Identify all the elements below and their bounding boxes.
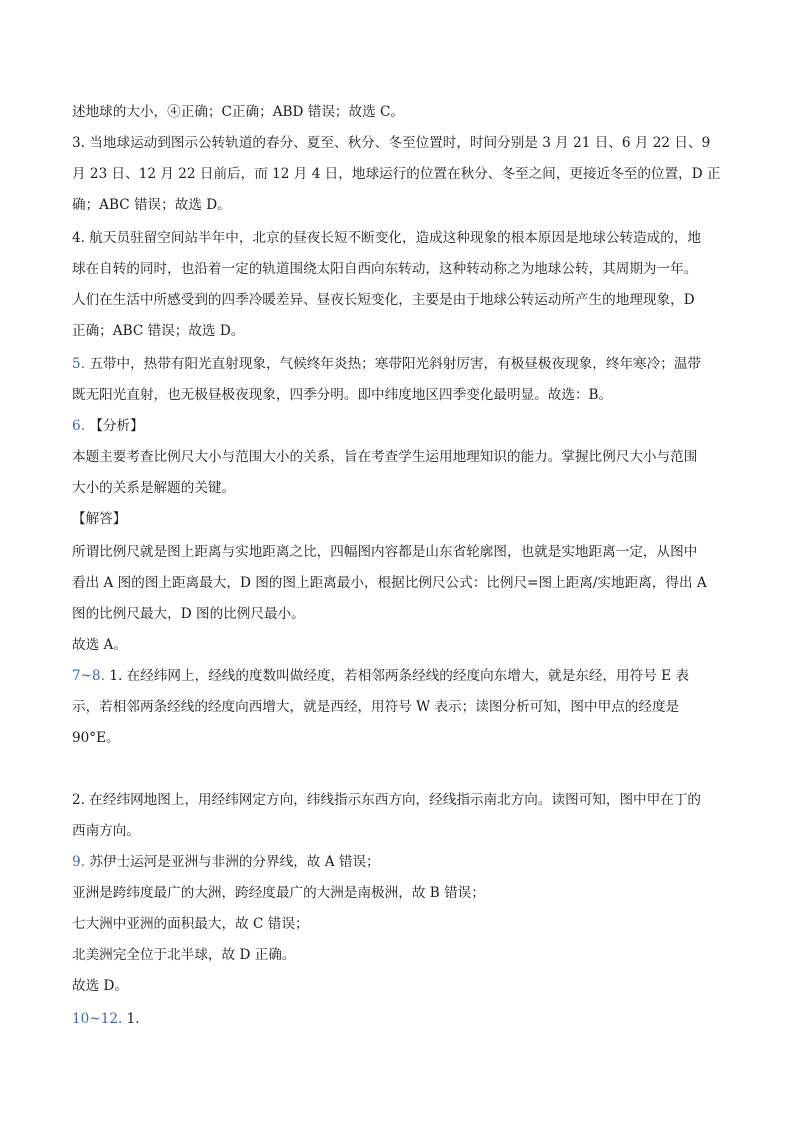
text-line: 9. 苏伊士运河是亚洲与非洲的分界线，故 A 错误； — [72, 854, 380, 870]
question-number: 7~8. — [72, 668, 106, 684]
text-line: 人们在生活中所感受到的四季冷暖差异、昼夜长短变化，主要是由于地球公转运动所产生的地理现象，D — [72, 292, 695, 308]
text-line: 10~12. 1. — [72, 1011, 140, 1027]
text-line: 月 23 日、12 月 22 日前后，而 12 月 4 日，地球运行的位置在秋分、冬至之间，更接近冬至的位置，D 正 — [72, 166, 721, 182]
text-line: 确；ABC 错误；故选 D。 — [72, 197, 231, 213]
text-line: 5. 五带中，热带有阳光直射现象，气候终年炎热；寒带阳光斜射厉害，有极昼极夜现象，终年寒冷；温带 — [72, 356, 702, 372]
text-line: 亚洲是跨纬度最广的大洲，跨经度最广的大洲是南极洲，故 B 错误； — [72, 885, 485, 901]
text-line: 西南方向。 — [72, 823, 140, 839]
text-line: 北美洲完全位于北半球，故 D 正确。 — [72, 947, 296, 963]
text-line: 球在自转的同时，也沿着一定的轨道围绕太阳自西向东转动，这种转动称之为地球公转，其周期为一年。 — [72, 261, 698, 277]
question-number: 6. — [72, 418, 85, 434]
text-line: 故选 D。 — [72, 978, 129, 994]
text-line: 4. 航天员驻留空间站半年中，北京的昼夜长短不断变化，造成这种现象的根本原因是地球公转造成的，地 — [72, 230, 702, 246]
text-line: 所谓比例尺就是图上距离与实地距离之比，四幅图内容都是山东省轮廓图，也就是实地距离一定，从图中 — [72, 544, 698, 560]
text-line: 示，若相邻两条经线的经度向西增大，就是西经，用符号 W 表示；读图分析可知，图中甲点的经度是 — [72, 699, 680, 715]
text-line: 大小的关系是解题的关键。 — [72, 480, 236, 496]
question-number: 5. — [72, 356, 85, 372]
text-line: 7~8. 1. 在经纬网上，经线的度数叫做经度，若相邻两条经线的经度向东增大，就是东经，用符号 E 表 — [72, 668, 689, 684]
text-line: 2. 在经纬网地图上，用经纬网定方向，纬线指示东西方向，经线指示南北方向。读图可知，图中甲在丁的 — [72, 792, 702, 808]
text-line: 图的比例尺最大，D 图的比例尺最小。 — [72, 606, 305, 622]
text-line: 七大洲中亚洲的面积最大，故 C 错误； — [72, 916, 309, 932]
question-number: 10~12. — [72, 1011, 123, 1027]
text-line: 6. 【分析】 — [72, 418, 144, 434]
text-line: 正确；ABC 错误；故选 D。 — [72, 323, 245, 339]
text-line: 【解答】 — [72, 511, 127, 527]
text-line: 90°E。 — [72, 730, 120, 746]
text-line: 3. 当地球运动到图示公转轨道的春分、夏至、秋分、冬至位置时，时间分别是 3 月 21 日、6 月 22 日、9 — [72, 135, 711, 151]
text-line: 述地球的大小，④正确；C正确；ABD 错误；故选 C。 — [72, 104, 405, 120]
text-line: 看出 A 图的图上距离最大，D 图的图上距离最小，根据比例尺公式：比例尺=图上距离/实地距离，得出 A — [72, 575, 707, 591]
text-line: 既无阳光直射，也无极昼极夜现象，四季分明。即中纬度地区四季变化最明显。故选：B。 — [72, 387, 613, 403]
text-line: 故选 A。 — [72, 637, 127, 653]
question-number: 9. — [72, 854, 85, 870]
text-line: 本题主要考查比例尺大小与范围大小的关系，旨在考查学生运用地理知识的能力。掌握比例尺大小与范围 — [72, 449, 698, 465]
